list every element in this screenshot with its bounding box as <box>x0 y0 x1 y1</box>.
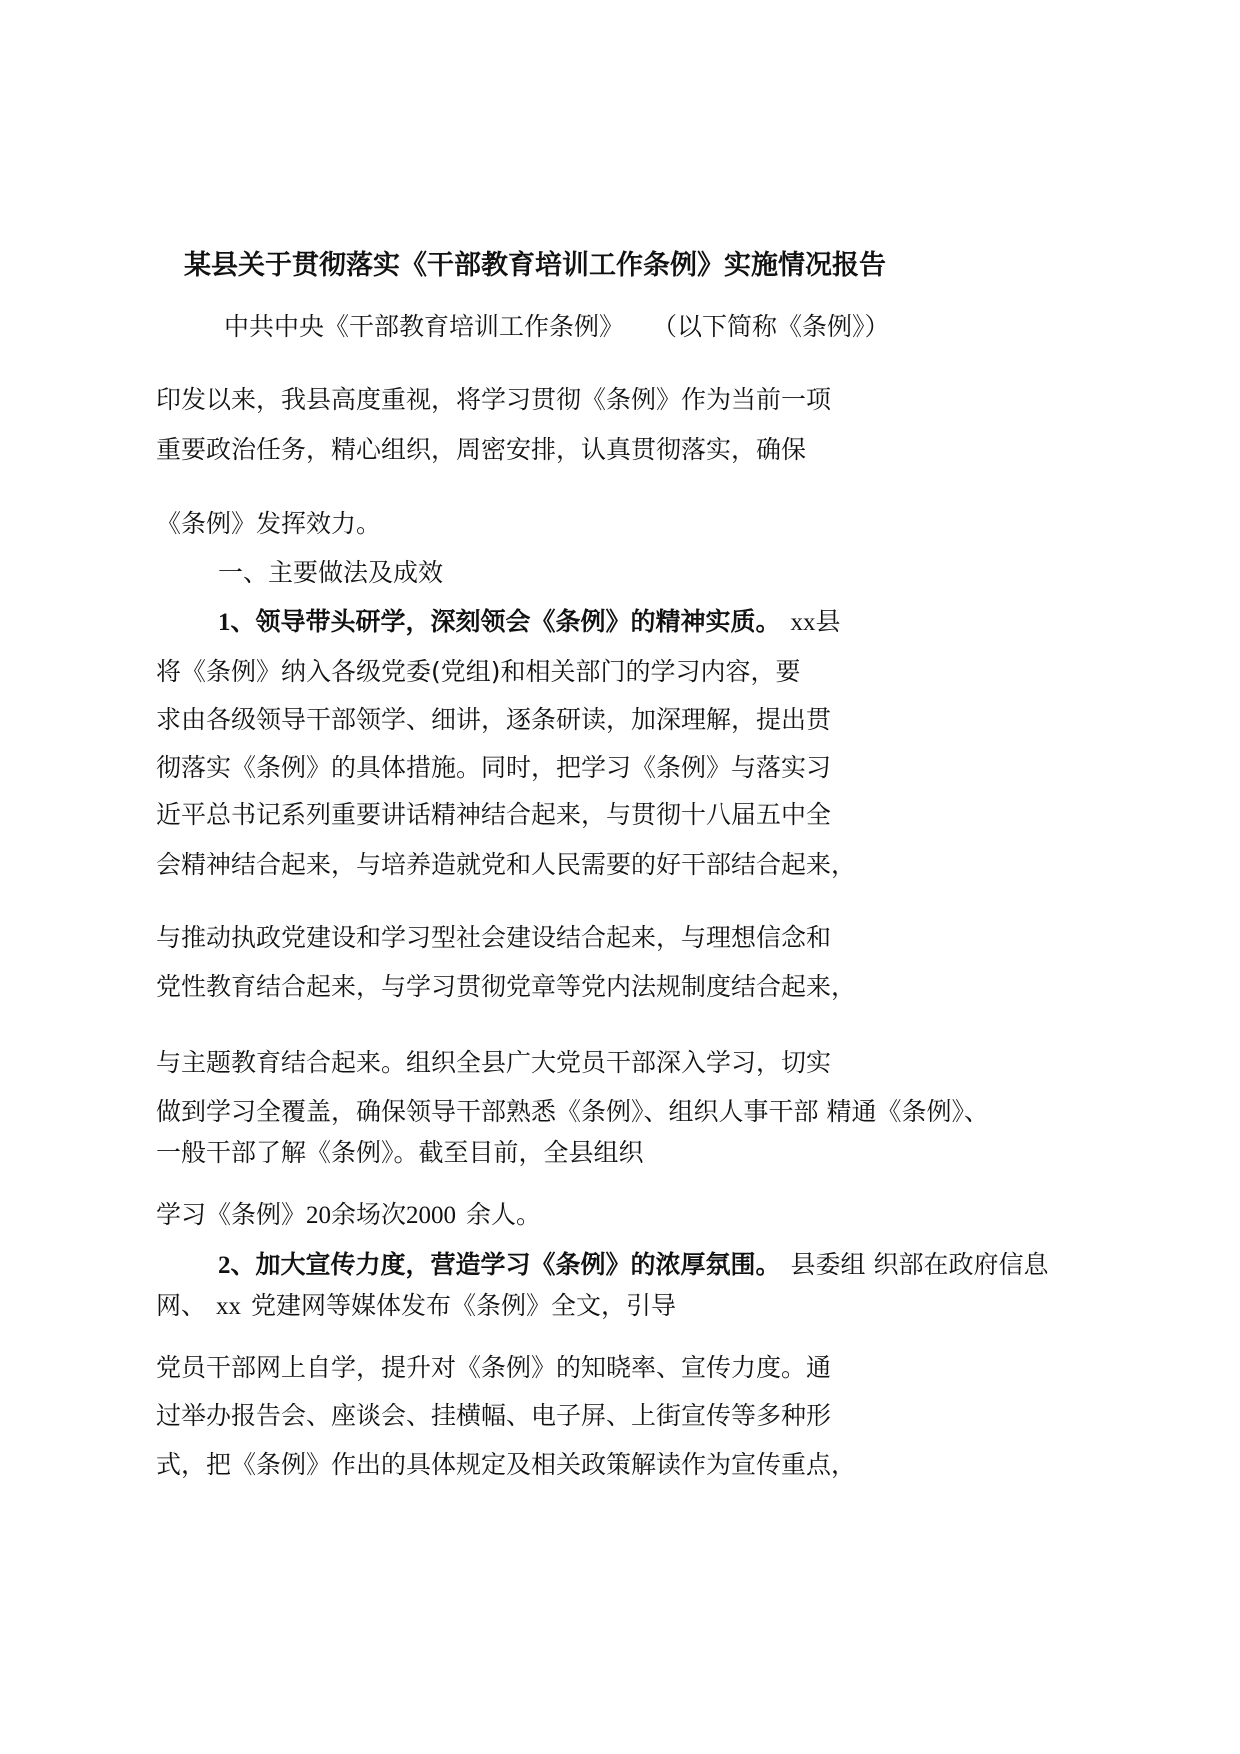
paragraph-line <box>156 1289 676 1324</box>
intro-line <box>224 310 890 344</box>
intro-part2: （以下简称《条例》） <box>652 312 890 341</box>
item1-heading-line <box>218 605 841 640</box>
paragraph-line: 将《条例》纳入各级党委(党组)和相关部门的学习内容，要 <box>156 657 801 686</box>
paragraph-line: 彻落实《条例》的具体措施。同时，把学习《条例》与落实习 <box>156 753 832 782</box>
item2-bold-text: 、加大宣传力度，营造学习《条例》的浓厚氛围。 <box>230 1250 781 1279</box>
paragraph-line: 求由各级领导干部领学、细讲，逐条研读，加深理解，提出贯 <box>156 705 832 734</box>
item1-last-a: 学习《条例》 <box>156 1200 307 1229</box>
paragraph-line: 做到学习全覆盖，确保领导干部熟悉《条例》、组织人事干部 精通《条例》、 <box>156 1097 989 1126</box>
item1-last-num2: 2000 <box>406 1202 457 1229</box>
item2-line2-xx: xx <box>216 1293 242 1320</box>
intro-part1: 中共中央《干部教育培训工作条例》 <box>224 312 625 341</box>
item1-bold-text: 、领导带头研学，深刻领会《条例》的精神实质。 <box>230 607 781 636</box>
item2-number: 2 <box>218 1252 231 1279</box>
paragraph-line: 党员干部网上自学，提升对《条例》的知晓率、宣传力度。通 <box>156 1353 832 1382</box>
paragraph-line: 《条例》发挥效力。 <box>156 509 382 538</box>
item1-last-num1: 20 <box>306 1202 332 1229</box>
paragraph-line: 重要政治任务，精心组织，周密安排，认真贯彻落实，确保 <box>156 435 807 464</box>
paragraph-line: 印发以来，我县高度重视，将学习贯彻《条例》作为当前一项 <box>156 385 832 414</box>
paragraph-line: 近平总书记系列重要讲话精神结合起来，与贯彻十八届五中全 <box>156 800 832 829</box>
item1-lead-rest: 县 <box>815 607 841 636</box>
item2-line2-a: 网、 <box>156 1291 207 1320</box>
item1-lead-xx: xx <box>790 609 816 636</box>
item1-last-b: 余场次 <box>331 1200 407 1229</box>
document-title: 某县关于贯彻落实《干部教育培训工作条例》实施情况报告 <box>184 250 886 281</box>
item2-lead-rest: 县委组 织部在政府信息 <box>790 1250 1049 1279</box>
item1-last-c: 余人。 <box>466 1200 542 1229</box>
paragraph-line: 与推动执政党建设和学习型社会建设结合起来，与理想信念和 <box>156 923 832 952</box>
paragraph-line: 会精神结合起来，与培养造就党和人民需要的好干部结合起来， <box>156 850 857 879</box>
paragraph-line: 与主题教育结合起来。组织全县广大党员干部深入学习，切实 <box>156 1048 832 1077</box>
item1-number: 1 <box>218 609 231 636</box>
paragraph-line: 党性教育结合起来，与学习贯彻党章等党内法规制度结合起来， <box>156 972 857 1001</box>
section-heading: 一、主要做法及成效 <box>218 558 444 587</box>
paragraph-line: 一般干部了解《条例》。截至目前，全县组织 <box>156 1138 644 1167</box>
paragraph-line <box>156 1198 541 1233</box>
item2-line2-b: 党建网等媒体发布《条例》全文，引导 <box>251 1291 677 1320</box>
paragraph-line: 式，把《条例》作出的具体规定及相关政策解读作为宣传重点， <box>156 1450 857 1479</box>
item2-heading-line <box>218 1248 1048 1283</box>
paragraph-line: 过举办报告会、座谈会、挂横幅、电子屏、上街宣传等多种形 <box>156 1401 832 1430</box>
